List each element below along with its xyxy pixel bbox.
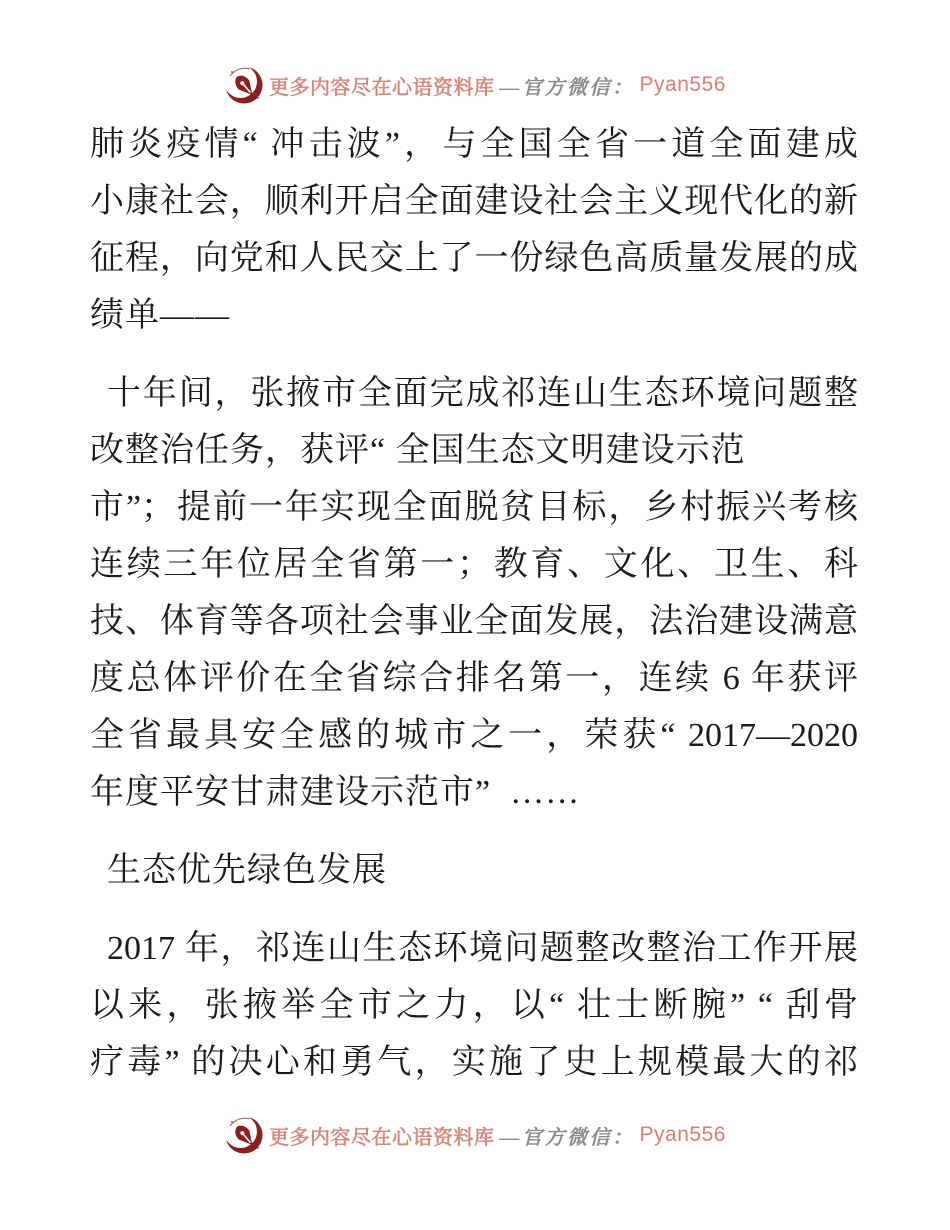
text-line: 改整治任务，获评“ 全国生态文明建设示范 bbox=[90, 432, 746, 469]
text-line: 2017 年，祁连山生态环境问题整改整治工作开展 bbox=[107, 930, 858, 967]
watermark-wechat-label: —官方微信： bbox=[499, 1126, 635, 1149]
text-line: 肺炎疫情“ 冲击波”，与全国全省一道全面建成 bbox=[90, 126, 858, 163]
watermark-wechat-id: Pyan556 bbox=[639, 73, 726, 96]
text-line: 年度平安甘肃建设示范市” …… bbox=[90, 774, 581, 811]
xinyu-pen-logo-icon bbox=[224, 62, 264, 108]
paragraph bbox=[90, 116, 858, 344]
text-line: 征程，向党和人民交上了一份绿色高质量发展的成 bbox=[90, 240, 858, 277]
paragraph bbox=[90, 920, 858, 1091]
text-line: 十年间，张掖市全面完成祁连山生态环境问题整 bbox=[107, 375, 858, 412]
watermark-text: 更多内容尽在心语资料库 bbox=[269, 1126, 495, 1149]
paragraph bbox=[90, 842, 858, 899]
text-line: 度总体评价在全省综合排名第一，连续 6 年获评 bbox=[90, 660, 858, 697]
watermark-header bbox=[0, 62, 950, 108]
watermark-footer bbox=[0, 1112, 950, 1158]
text-line: 疗毒” 的决心和勇气，实施了史上规模最大的祁 bbox=[90, 1044, 858, 1081]
text-line: 技、体育等各项社会事业全面发展，法治建设满意 bbox=[90, 603, 858, 640]
text-line: 小康社会，顺利开启全面建设社会主义现代化的新 bbox=[90, 183, 858, 220]
text-line: 全省最具安全感的城市之一，荣获“ 2017—2020 bbox=[90, 717, 858, 754]
text-line: 生态优先绿色发展 bbox=[107, 852, 387, 889]
document-body bbox=[90, 116, 858, 1091]
watermark-text: 更多内容尽在心语资料库 bbox=[269, 76, 495, 99]
text-line: 连续三年位居全省第一；教育、文化、卫生、科 bbox=[90, 546, 858, 583]
text-line: 绩单—— bbox=[90, 297, 230, 334]
watermark-wechat-label: —官方微信： bbox=[499, 76, 635, 99]
paragraph bbox=[90, 365, 858, 821]
text-line: 以来，张掖举全市之力，以“ 壮士断腕” “ 刮骨 bbox=[90, 987, 858, 1024]
watermark-wechat-id: Pyan556 bbox=[639, 1123, 726, 1146]
xinyu-pen-logo-icon bbox=[224, 1112, 264, 1158]
text-line: 市”；提前一年实现全面脱贫目标，乡村振兴考核 bbox=[90, 489, 858, 526]
